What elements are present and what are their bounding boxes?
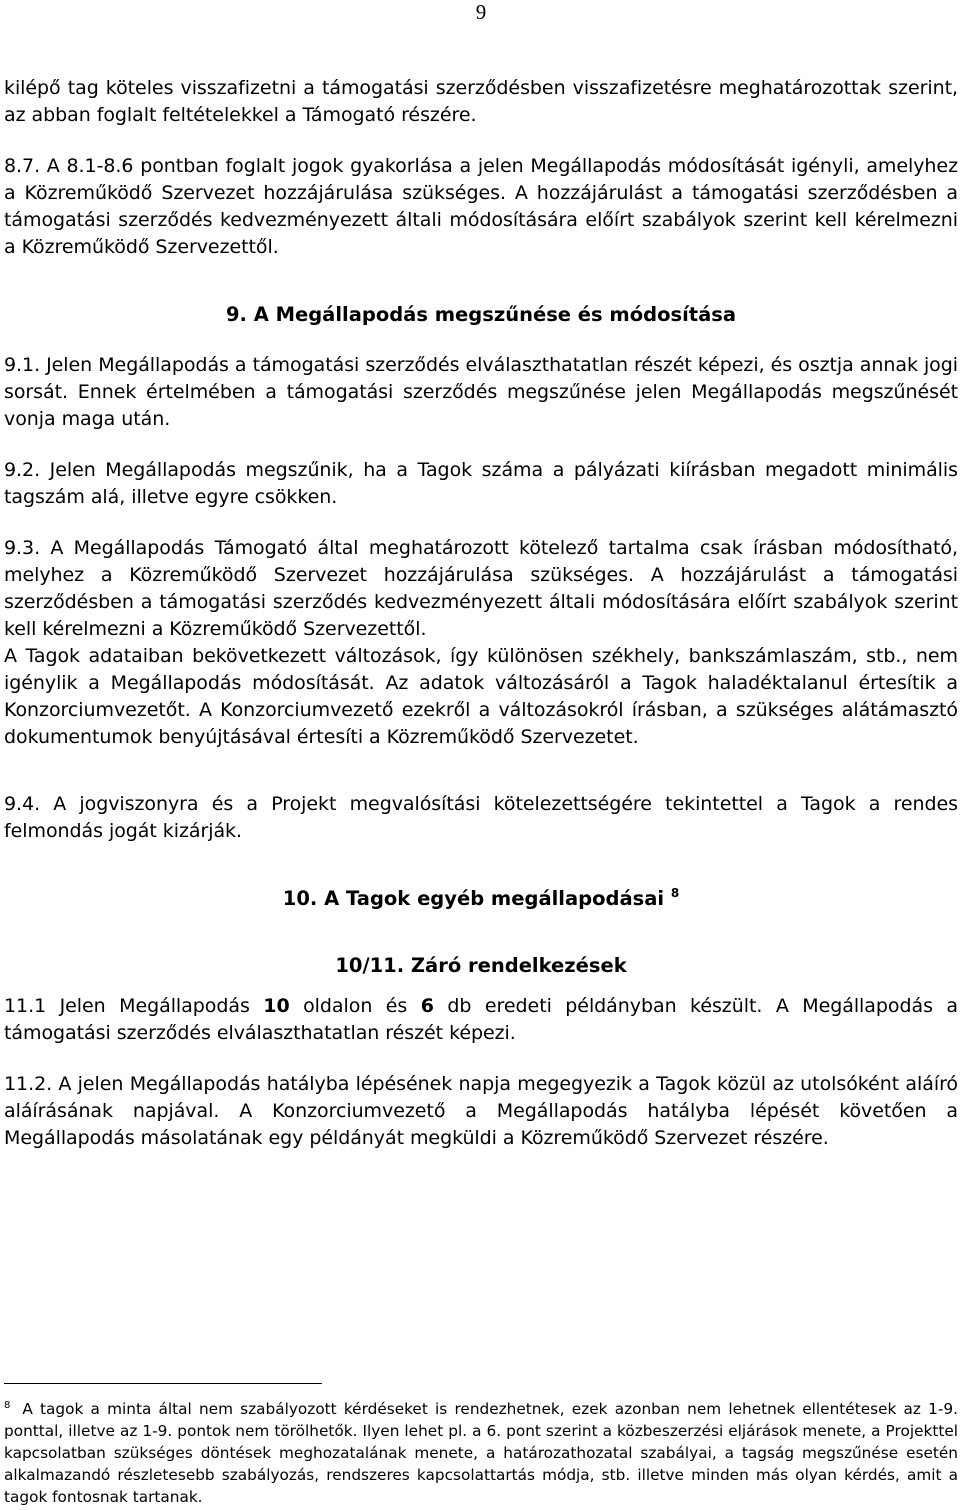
spacer	[4, 1047, 958, 1071]
section-11-heading: 10/11. Záró rendelkezések	[335, 954, 627, 977]
section-10-heading	[4, 885, 958, 912]
document-body	[4, 75, 958, 1152]
footnote-reference: 8	[670, 886, 680, 900]
spacer	[4, 845, 958, 885]
spacer	[4, 979, 958, 993]
paragraph-9-1: 9.1. Jelen Megállapodás a támogatási szerződés elválaszthatatlan részét képezi, és osztja annak jogi sorsát. Ennek értelmében a támogatási szerződés megszűnése jelen Megállapodás megszűnését vonja maga után.	[4, 354, 958, 430]
paragraph-9-3: 9.3. A Megállapodás Támogató által meghatározott kötelező tartalma csak írásban módosítható, melyhez a Közreműködő Szervezet hozzájárulása szükséges. A hozzájárulást a támogatási szerződésben a támogatási szerződés kedvezményezett általi módosítására előírt szabályok szerint kell kérelmezni a Közreműködő Szervezettől.	[4, 537, 958, 640]
spacer	[4, 433, 958, 457]
spacer	[4, 261, 958, 301]
text-run: db eredeti példányban készült. A Megállapodás a támogatási szerződés elválaszthatatlan részét képezi.	[4, 995, 958, 1044]
text-run: oldalon és	[289, 995, 421, 1017]
paragraph-continuation: kilépő tag köteles visszafizetni a támogatási szerződésben visszafizetésre meghatározottak szerint, az abban foglalt feltételekkel a Támogató részére.	[4, 77, 958, 126]
spacer	[4, 328, 958, 352]
spacer	[4, 751, 958, 791]
footnote-text: A tagok a minta által nem szabályozott kérdéseket is rendezhetnek, ezek azonban nem lehetnek ellentétesek az 1-9. ponttal, illetve az 1-9. pontok nem törölhetők. Ilyen lehet pl. a 6. pont szerint a közbeszerzési eljárások menete, a Projekttel kapcsolatban szükséges döntések meghozatalának menete, a határozathozatal szabályai, a tagság megszűnése esetén alkalmazandó részletesebb szabályozás, rendszeres kapcsolattartás módja, stb. illetve minden más olyan kérdés, amit a tagok fontosnak tartanak.	[4, 1400, 958, 1506]
footnote	[4, 1398, 958, 1508]
section-10-title: 10. A Tagok egyéb megállapodásai	[282, 887, 665, 910]
spacer	[4, 129, 958, 153]
page-count-value: 10	[263, 995, 290, 1017]
copy-count-value: 6	[420, 995, 434, 1017]
paragraph-11-1	[4, 993, 958, 1047]
paragraph-9-4: 9.4. A jogviszonyra és a Projekt megvalósítási kötelezettségére tekintettel a Tagok a rendes felmondás jogát kizárják.	[4, 793, 958, 842]
footnote-marker: 8	[4, 1400, 11, 1411]
spacer	[4, 912, 958, 952]
page-number: 9	[475, 0, 487, 24]
footnote-divider	[4, 1383, 322, 1384]
paragraph-9-2: 9.2. Jelen Megállapodás megszűnik, ha a Tagok száma a pályázati kiírásban megadott minimális tagszám alá, illetve egyre csökken.	[4, 459, 958, 508]
spacer	[4, 511, 958, 535]
paragraph-8-7: 8.7. A 8.1-8.6 pontban foglalt jogok gyakorlása a jelen Megállapodás módosítását igényli, amelyhez a Közreműködő Szervezet hozzájárulása szükséges. A hozzájárulást a támogatási szerződésben a támogatási szerződés kedvezményezett általi módosítására előírt szabályok szerint kell kérelmezni a Közreműködő Szervezettől.	[4, 155, 958, 258]
paragraph-11-2: 11.2. A jelen Megállapodás hatályba lépésének napja megegyezik a Tagok közül az utolsóként aláíró aláírásának napjával. A Konzorciumvezető a Megállapodás hatályba lépését követően a Megállapodás másolatának egy példányát megküldi a Közreműködő Szervezet részére.	[4, 1073, 958, 1149]
paragraph-9-3-continued: A Tagok adataiban bekövetkezett változások, így különösen székhely, bankszámlaszám, stb., nem igénylik a Megállapodás módosítását. Az adatok változásáról a Tagok haladéktalanul értesítik a Konzorciumvezetőt. A Konzorciumvezető ezekről a változásokról írásban, a szükséges alátámasztó dokumentumok benyújtásával értesíti a Közreműködő Szervezetet.	[4, 645, 958, 748]
section-9-heading: 9. A Megállapodás megszűnése és módosítása	[225, 303, 737, 326]
text-run: 11.1 Jelen Megállapodás	[4, 995, 264, 1017]
